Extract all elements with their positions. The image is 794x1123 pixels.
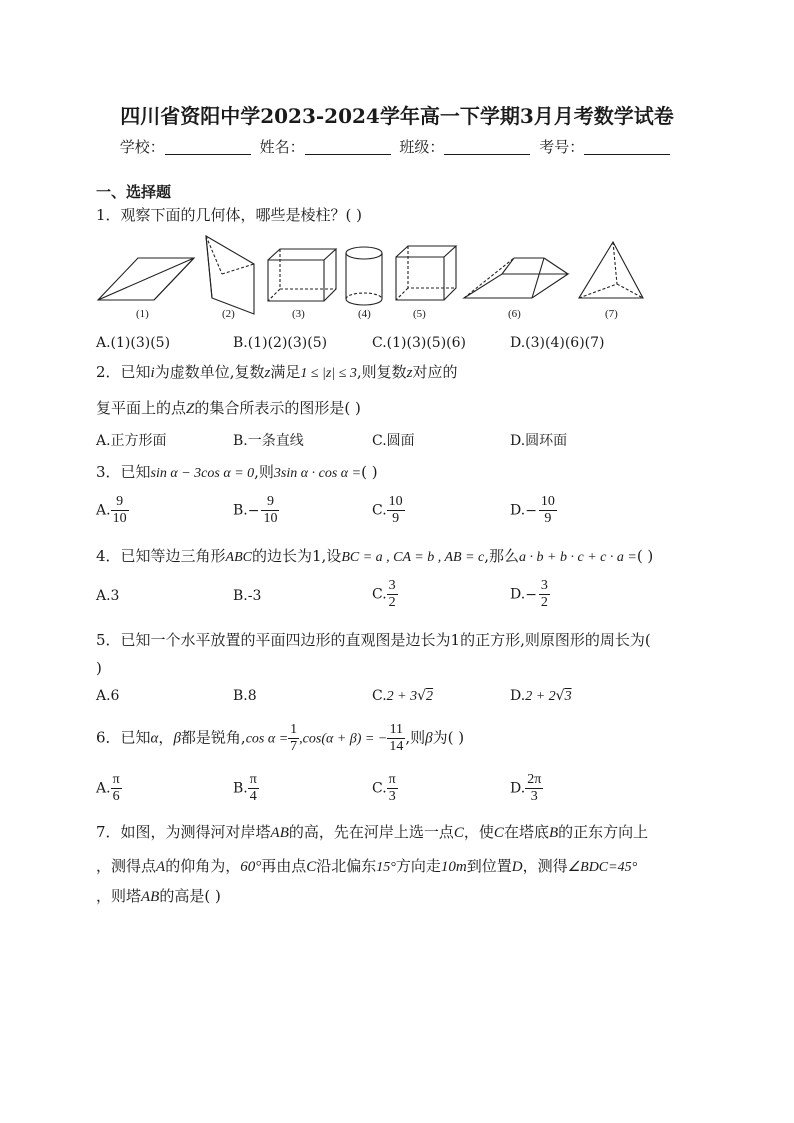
q6-option-a[interactable]: A. $\frac{\pi}{6}$ <box>96 772 120 804</box>
q5-option-a[interactable]: A.6 <box>96 688 120 704</box>
q1-figure-4 <box>344 243 386 313</box>
q1-figure-label-6: (6) <box>508 308 521 320</box>
name-blank[interactable] <box>305 140 391 155</box>
q1-figure-7 <box>577 240 647 310</box>
q1-option-c[interactable]: C.(1)(3)(5)(6) <box>372 335 466 351</box>
exam-number-blank[interactable] <box>584 140 670 155</box>
q1-option-a[interactable]: A.(1)(3)(5) <box>96 335 171 351</box>
q5-option-d[interactable]: D.2 + 2√3 <box>510 688 572 704</box>
student-info-line <box>0 136 794 157</box>
q4-option-c[interactable]: C. $\frac{3}{2}$ <box>372 578 396 610</box>
q4-option-d[interactable]: D.− $\frac{3}{2}$ <box>510 578 548 610</box>
q5-option-b[interactable]: B.8 <box>233 688 257 704</box>
q7-stem-line3: ，则塔AB的高是( ) <box>96 887 221 905</box>
q3-option-d[interactable]: D.− $\frac{10}{9}$ <box>510 494 555 526</box>
q7-stem-line1: 7．如图，为测得河对岸塔AB的高，先在河岸上选一点C，使C在塔底B的正东方向上 <box>96 823 649 841</box>
exam-title: 四川省资阳中学2023-2024学年高一下学期3月月考数学试卷 <box>120 104 674 128</box>
q6-stem: 6．已知α，β都是锐角,cos α = $\frac{1}{7}$ ,cos(α + β) = − $\frac{11}{14}$ ,则β为( ) <box>96 722 465 754</box>
q3-option-a[interactable]: A. $\frac{9}{10}$ <box>96 494 127 526</box>
q3-option-b[interactable]: B.− $\frac{9}{10}$ <box>233 494 278 526</box>
q7-stem-line2: ，测得点A的仰角为，60°再由点C沿北偏东15°方向走10m到位置D，测得∠BDC=45° <box>96 857 638 875</box>
q1-figure-label-3: (3) <box>292 308 305 320</box>
q1-figure-6 <box>462 254 572 314</box>
q5-stem-line1: 5．已知一个水平放置的平面四边形的直观图是边长为1的正方形,则原图形的周长为( <box>96 631 651 649</box>
q1-figure-label-1: (1) <box>136 308 149 320</box>
q1-option-b[interactable]: B.(1)(2)(3)(5) <box>233 335 328 351</box>
q4-stem: 4．已知等边三角形ABC的边长为1,设BC = a , CA = b , AB = c,那么a · b + b · c + c · a =( ) <box>96 547 654 565</box>
q1-option-d[interactable]: D.(3)(4)(6)(7) <box>510 335 605 351</box>
q2-option-d[interactable]: D.圆环面 <box>510 433 568 449</box>
class-label: 班级： <box>399 138 445 156</box>
q6-option-b[interactable]: B. $\frac{\pi}{4}$ <box>233 772 257 804</box>
q1-figure-label-5: (5) <box>413 308 426 320</box>
q1-stem: 1．观察下面的几何体，哪些是棱柱？( ) <box>96 206 363 224</box>
q3-option-c[interactable]: C. $\frac{10}{9}$ <box>372 494 403 526</box>
q1-figure-label-4: (4) <box>358 308 371 320</box>
q5-stem-line2: ) <box>96 659 102 677</box>
q3-stem: 3．已知sin α − 3cos α = 0,则3sin α · cos α =( ) <box>96 463 378 481</box>
q2-option-b[interactable]: B.一条直线 <box>233 433 304 449</box>
name-label: 姓名： <box>259 138 305 156</box>
q4-option-b[interactable]: B.-3 <box>233 588 262 604</box>
exam-number-label: 考号： <box>539 138 585 156</box>
class-blank[interactable] <box>444 140 530 155</box>
q6-option-c[interactable]: C. $\frac{\pi}{3}$ <box>372 772 396 804</box>
section-title: 一、选择题 <box>96 183 172 201</box>
q1-figure-1 <box>96 240 196 310</box>
school-label: 学校： <box>119 138 165 156</box>
q6-option-d[interactable]: D. $\frac{2\pi}{3}$ <box>510 772 542 804</box>
q1-figure-5 <box>394 242 458 312</box>
q4-option-a[interactable]: A.3 <box>96 588 120 604</box>
q2-stem-line2: 复平面上的点Z的集合所表示的图形是( ) <box>96 399 361 417</box>
q2-stem-line1: 2．已知i为虚数单位,复数z满足1 ≤ |z| ≤ 3,则复数z对应的 <box>96 363 458 381</box>
q1-figure-label-2: (2) <box>222 308 235 320</box>
school-blank[interactable] <box>165 140 251 155</box>
q2-option-c[interactable]: C.圆面 <box>372 433 415 449</box>
q2-option-a[interactable]: A.正方形面 <box>96 433 167 449</box>
q5-option-c[interactable]: C.2 + 3√2 <box>372 688 434 704</box>
q1-figure-label-7: (7) <box>605 308 618 320</box>
q1-figure-3 <box>266 245 338 305</box>
